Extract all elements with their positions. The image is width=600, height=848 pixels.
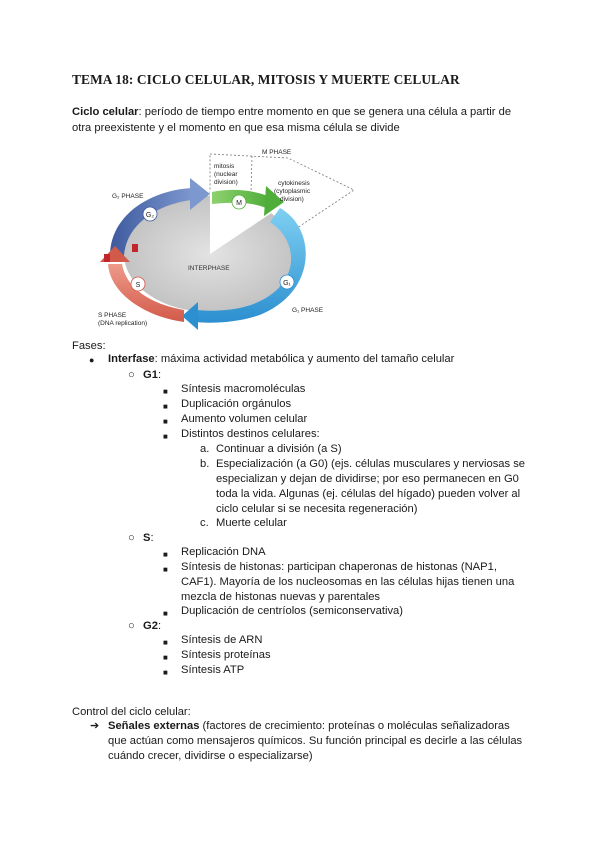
destino-a: Continuar a división (a S) (216, 443, 342, 455)
destino-a-marker: a. (200, 443, 210, 455)
page-title: TEMA 18: CICLO CELULAR, MITOSIS Y MUERTE CELULAR (72, 72, 460, 87)
s-term: S (143, 532, 151, 544)
senales-term: Señales externas (108, 720, 200, 732)
g2-item: Síntesis de ARN (181, 634, 263, 646)
mitosis-label-l2: (nuclear (214, 171, 238, 178)
g2-item-bullet: ■ (163, 668, 168, 677)
g1-item: Aumento volumen celular (181, 413, 308, 425)
cytokinesis-label-l1: cytokinesis (278, 180, 310, 187)
mitosis-label-l3: division) (214, 179, 238, 186)
destino-b-line1: Especialización (a G0) (ejs. células musculares y nerviosas se (216, 458, 526, 470)
control-label: Control del ciclo celular: (72, 706, 191, 718)
cytokinesis-label-l2: (cytoplasmic (274, 188, 311, 195)
g2-item-bullet: ■ (163, 638, 168, 647)
interfase-desc: : máxima actividad metabólica y aumento del tamaño celular (154, 353, 455, 365)
destino-b-line2: especializan y dejan de dividirse; por eso permanecen en G0 (216, 473, 519, 485)
m-phase-label: M PHASE (262, 149, 292, 156)
s-bullet: ○ (128, 532, 135, 544)
senales-line2: que actúan como mensajeros químicos. Su función principal es decirle a las células (108, 735, 523, 747)
g1-item-bullet: ■ (163, 417, 168, 426)
intro-paragraph (72, 104, 532, 136)
g2-heading (143, 619, 161, 635)
senales-desc: (factores de crecimiento: proteínas o moléculas señalizadoras (199, 720, 510, 732)
g1-heading (143, 368, 161, 384)
g2-marker (132, 244, 138, 252)
s-item-line1: Síntesis de histonas: participan chaperonas de histonas (NAP1, (181, 561, 497, 573)
senales-line1 (108, 719, 510, 735)
g1-item: Duplicación orgánulos (181, 398, 292, 410)
g1-bullet: ○ (128, 369, 135, 381)
intro-term: Ciclo celular (72, 106, 139, 118)
m-badge-label: M (236, 200, 242, 207)
s-item: Replicación DNA (181, 546, 266, 558)
g1-colon: : (157, 369, 162, 381)
cytokinesis-label-l3: division) (280, 196, 304, 203)
g1-item-bullet: ■ (163, 432, 168, 441)
destino-b-line3: toda la vida. Algunas (ej. células del hígado) pueden volver al (216, 488, 521, 500)
fases-label: Fases: (72, 340, 106, 352)
senales-arrow: ➔ (90, 720, 100, 732)
g1-item-bullet: ■ (163, 387, 168, 396)
destino-b-line4: ciclo celular si se necesita regeneración) (216, 503, 418, 515)
interfase-bullet: ● (89, 355, 95, 365)
g1-term: G1 (143, 369, 158, 381)
g1-item: Distintos destinos celulares: (181, 428, 320, 440)
s-marker (104, 254, 110, 262)
s-item-line3: mezcla de histonas nuevas y parentales (181, 591, 381, 603)
interfase-item (108, 352, 454, 368)
destino-b-marker: b. (200, 458, 210, 470)
interphase-label: INTERPHASE (188, 265, 230, 272)
g2-item: Síntesis ATP (181, 664, 245, 676)
g2-item: Síntesis proteínas (181, 649, 271, 661)
destino-c: Muerte celular (216, 517, 287, 529)
s-item-bullet: ■ (163, 550, 168, 559)
s-item-bullet: ■ (163, 609, 168, 618)
g1-item: Síntesis macromoléculas (181, 383, 306, 395)
g2-phase-label: G₂ PHASE (112, 193, 144, 200)
g1-item-bullet: ■ (163, 402, 168, 411)
interfase-term: Interfase (108, 353, 155, 365)
s-colon: : (150, 532, 154, 544)
intro-definition-line1: : período de tiempo entre momento en que se genera una célula a partir de (138, 106, 512, 118)
s-badge-label: S (135, 282, 141, 289)
s-phase-label-l2: (DNA replication) (98, 320, 148, 327)
g1-phase-label: G₁ PHASE (292, 307, 324, 314)
cell-cycle-diagram (92, 144, 362, 334)
g1-badge-label: G₁ (283, 280, 291, 287)
g2-bullet: ○ (128, 620, 135, 632)
g2-item-bullet: ■ (163, 653, 168, 662)
s-phase-label-l1: S PHASE (98, 312, 127, 319)
intro-definition-line2: otra preexistente y el momento en que esa misma célula se divide (72, 122, 400, 134)
s-item-bullet: ■ (163, 565, 168, 574)
g2-colon: : (157, 620, 162, 632)
mitosis-label-l1: mitosis (214, 163, 235, 170)
senales-line3: cuándo crecer, dividirse o especializarse) (108, 750, 313, 762)
s-item-line2: CAF1). Mayoría de los nucleosomas en las células hijas tienen una (181, 576, 515, 588)
g2-term: G2 (143, 620, 158, 632)
s-heading (143, 531, 154, 547)
destino-c-marker: c. (200, 517, 209, 529)
s-item: Duplicación de centríolos (semiconservativa) (181, 605, 403, 617)
g2-badge-label: G₂ (145, 212, 155, 219)
